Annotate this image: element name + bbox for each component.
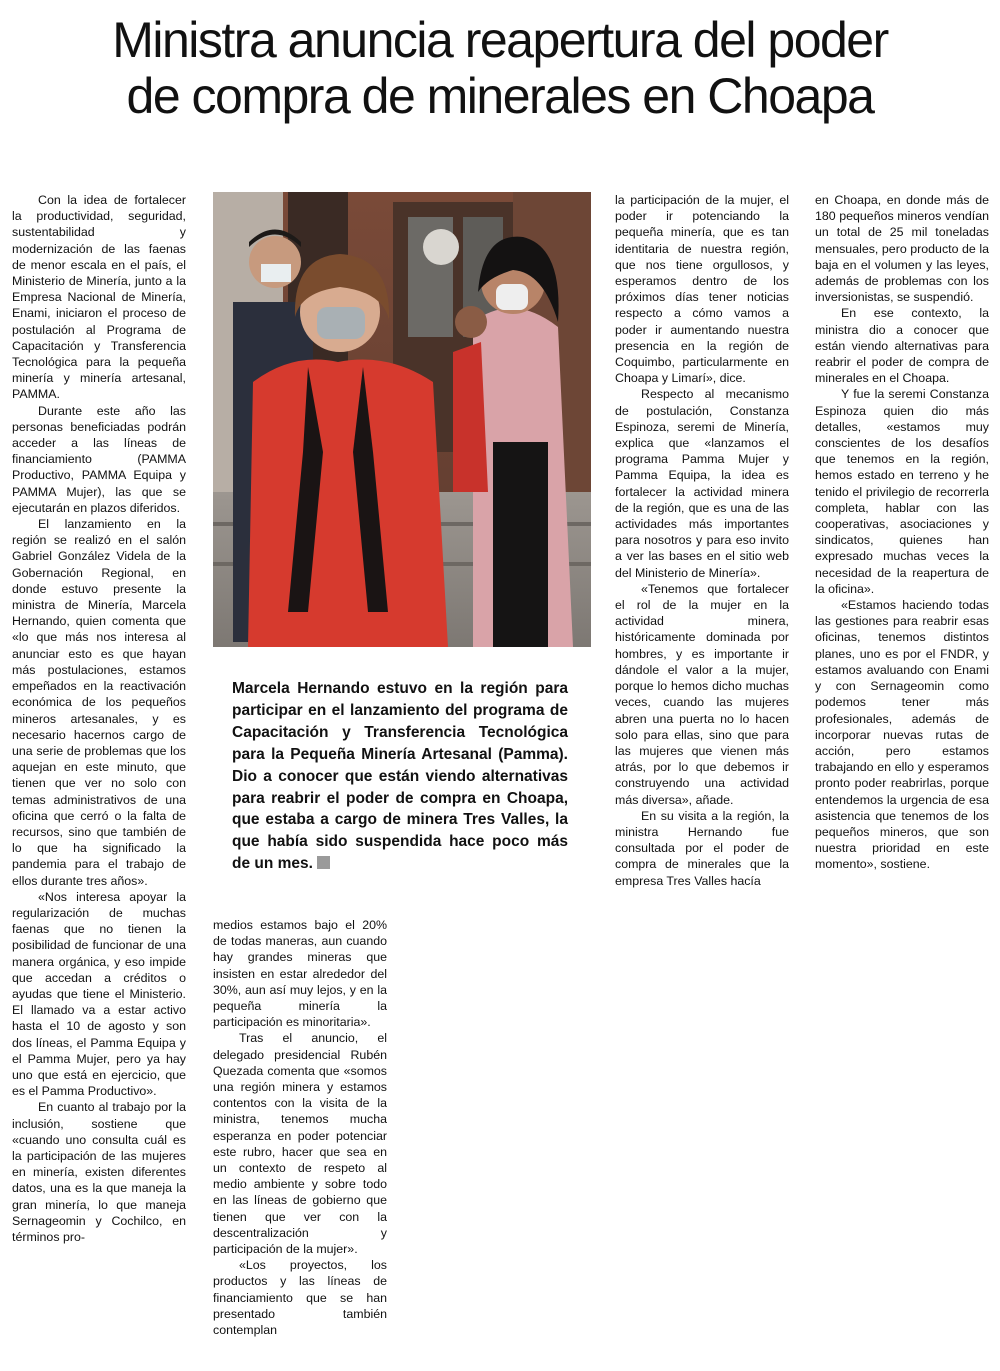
paragraph: en Choapa, en donde más de 180 pequeños mineros vendían un total de 25 mil toneladas mensuales, pero producto de la baja en el volumen y las leyes, además de problemas con los inversionistas, se suspendió.: [815, 193, 989, 305]
paragraph: «Nos interesa apoyar la regularización de muchas faenas que no tienen la posibilidad de funcionar de una manera orgánica, y eso impide que accedan a créditos o ayudas que tiene el Ministerio. El llamado va a estar activo hasta el 10 de agosto y son dos líneas, el Pamma Equipa y el Pamma Mujer, pero ya hay uno que está en ejercicio, que es el Pamma Productivo».: [12, 889, 186, 1099]
photo-caption: [232, 678, 568, 875]
article-column-4: [815, 192, 989, 942]
paragraph: «Tenemos que fortalecer el rol de la mujer en la actividad minera, históricamente dominada por hombres, y es importante ir dándole el valor a la mujer, porque lo hemos dicho muchas veces, cuando las mujeres abren una puerta no lo hacen solo para ellas, sino que para las mujeres que vienen más atrás, por lo que debemos ir construyendo una actividad más diversa», añade.: [615, 581, 789, 807]
paragraph: El lanzamiento en la región se realizó en el salón Gabriel González Videla de la Gobernación Regional, en donde estuvo presente la ministra de Minería, Marcela Hernando, quien comenta que «lo que más nos interesa al anunciar esto es que hayan más postulaciones, estamos empeñados en la reactivación económica de los pequeños mineros artesanales, y es necesario hacernos cargo de una serie de problemas que los aquejan en este minuto, que tienen que ver no solo con temas administrativos de una oficina que cerró o la falta de recursos, sino que también de lo que ha significado la pandemia para el trabajo de ellos durante tres años».: [12, 517, 186, 888]
headline-line-1: Ministra anuncia reapertura del poder: [112, 12, 888, 68]
paragraph: la participación de la mujer, el poder ir potenciando la pequeña minería, que es tan identitaria de nuestra región, que nos tiene orgullosos, y esperamos dentro de los próximos días tener noticias respecto a cómo vamos a poder ir aumentando nuestra presencia en la región de Coquimbo, particularmente en Choapa y Limarí», dice.: [615, 193, 789, 386]
paragraph: Y fue la seremi Constanza Espinoza quien dio más detalles, «estamos muy conscientes de los desafíos que tenemos en la región, hemos estado en terreno y he tenido el privilegio de recorrerla completa, hablar con las cooperativas, asociaciones y sindicatos, quienes han expresado muchas veces la necesidad de la reapertura de la oficina».: [815, 387, 989, 596]
paragraph: medios estamos bajo el 20% de todas maneras, aun cuando hay grandes mineras que insisten en estar alrededor del 30%, aun así muy lejos, y en la pequeña minería la participación es minoritaria».: [213, 918, 387, 1030]
end-mark-icon: [317, 856, 330, 869]
caption-text: Marcela Hernando estuvo en la región para participar en el lanzamiento del programa de Capacitación y Transferencia Tecnológica para la Pequeña Minería Artesanal (Pamma). Dio a conocer que están viendo alternativas para reabrir el poder de compra en Choapa, que estaba a cargo de minera Tres Valles, la que había sido suspendida hace poco más de un mes.: [232, 680, 568, 873]
paragraph: Tras el anuncio, el delegado presidencial Rubén Quezada comenta que «somos una región minera y estamos contentos con la visita de la ministra, tenemos mucha esperanza en poder potenciar este rubro, hacer que sea en un contexto de respeto al medio ambiente y sobre todo en las líneas de gobierno que tienen que ver con la descentralización y participación de la mujer».: [213, 1031, 387, 1257]
paragraph: «Los proyectos, los productos y las líneas de financiamiento que se han presentado también contemplan: [213, 1258, 387, 1338]
paragraph: Respecto al mecanismo de postulación, Constanza Espinoza, seremi de Minería, explica que «lanzamos el programa Pamma Mujer y Pamma Equipa, la idea es fortalecer la actividad minera de la región, que es una de las actividades más importantes para nosotros y para eso invito a ver las bases en el sitio web del Ministerio de Minería».: [615, 387, 789, 580]
article-column-1: [12, 192, 186, 1362]
paragraph: En cuanto al trabajo por la inclusión, sostiene que «cuando uno consulta cuál es la participación de las mujeres en minería, existen diferentes datos, una es la que maneja la gran minería, lo que maneja Sernageomin y Cochilco, en términos pro-: [12, 1100, 186, 1244]
paragraph: «Estamos haciendo todas las gestiones para reabrir esas oficinas, tenemos distintos planes, uno es por el FNDR, y estamos avaluando con Enami y con Sernageomin como podemos tener más profesionales, además de incorporar nuevas rutas de acción, pero estamos trabajando en ello y esperamos pronto poder reabrirlas, porque entendemos la urgencia de esa asistencia que tenemos de los pequeños mineros, que son nuestra prioridad en este momento», sostiene.: [815, 598, 989, 872]
headline-line-2: de compra de minerales en Choapa: [126, 68, 874, 124]
paragraph: En ese contexto, la ministra dio a conocer que están viendo alternativas para reabrir el poder de compra de minerales en el Choapa.: [815, 306, 989, 386]
article-photo: [213, 192, 591, 647]
paragraph: En su visita a la región, la ministra Hernando fue consultada por el poder de compra de minerales que la empresa Tres Valles hacía: [615, 808, 789, 888]
paragraph: Con la idea de fortalecer la productividad, seguridad, sustentabilidad y modernización de las faenas de menor escala en el país, el Ministerio de Minería, junto a la Empresa Nacional de Minería, Enami, iniciaron el proceso de postulación al Programa de Capacitación y Transferencia Tecnológica para la pequeña minería y minería artesanal, PAMMA.: [12, 193, 186, 402]
article-column-2: [213, 917, 387, 1362]
article-column-3: [615, 192, 789, 942]
headline: [0, 12, 1000, 124]
paragraph: Durante este año las personas beneficiadas podrán acceder a las líneas de financiamiento (PAMMA Productivo, PAMMA Equipa y PAMMA Mujer), las que se ejecutarán en plazos diferidos.: [12, 403, 186, 515]
photo-icon: [213, 192, 591, 647]
